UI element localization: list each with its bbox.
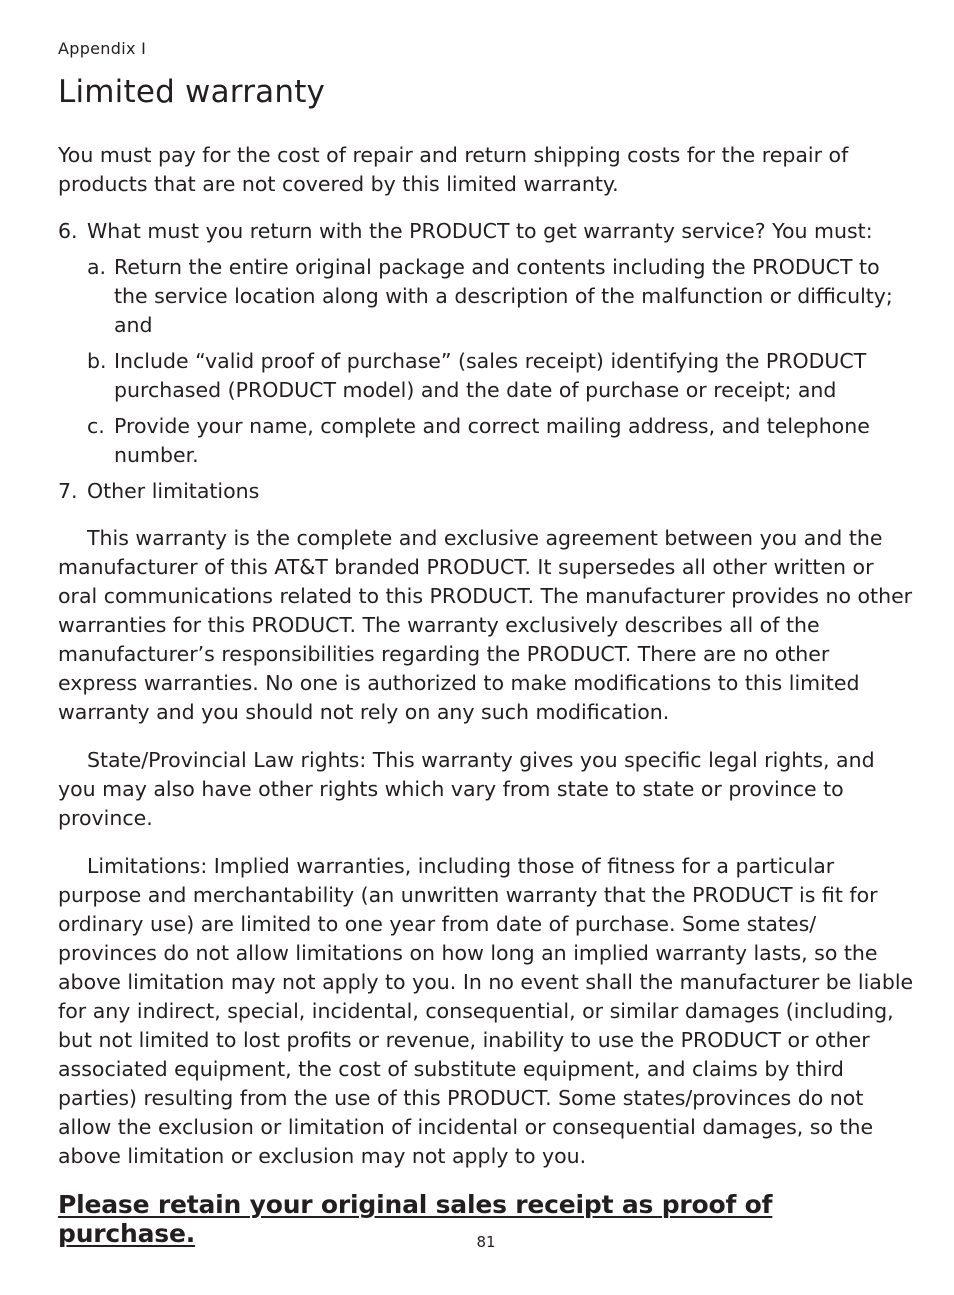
sub-item-text: Provide your name, complete and correct mailing address, and telephone number. xyxy=(114,414,870,467)
sub-item-a xyxy=(87,253,914,340)
sub-item-text: Return the entire original package and contents including the PRODUCT to the service location along with a description of the malfunction or difficulty; and xyxy=(114,255,893,337)
list-item-6 xyxy=(58,217,914,246)
page-title: Limited warranty xyxy=(58,74,326,110)
paragraph-limitations: Limitations: Implied warranties, including those of fitness for a particular purpose and merchantability (an unwritten warranty that the PRODUCT is fit for ordinary use) are limited to one year from date of purchase. Some states/ provinces do not allow limitations on how long an implied warranty lasts, so the above limitation may not apply to you. In no event shall the manufacturer be liable for any indirect, special, incidental, consequential, or similar damages (including, but not limited to lost profits or revenue, inability to use the PRODUCT or other associated equipment, the cost of substitute equipment, and claims by third parties) resulting from the use of this PRODUCT. Some states/provinces do not allow the exclusion or limitation of incidental or consequential damages, so the above limitation or exclusion may not apply to you. xyxy=(58,854,914,1168)
list-item-text: Other limitations xyxy=(87,479,260,503)
sub-item-text: Include “valid proof of purchase” (sales receipt) identifying the PRODUCT purchased (PRODUCT model) and the date of purchase or receipt; and xyxy=(114,349,867,402)
sub-item-b xyxy=(87,347,914,405)
paragraph-exclusive-agreement: This warranty is the complete and exclusive agreement between you and the manufacturer of this AT&T branded PRODUCT. It supersedes all other written or oral communications related to this PRODUCT. The manufacturer provides no other warranties for this PRODUCT. The warranty exclusively describes all of the manufacturer’s responsibilities regarding the PRODUCT. There are no other express warranties. No one is authorized to make modifications to this limited warranty and you should not rely on any such modification. xyxy=(58,526,913,724)
section-label: Appendix I xyxy=(58,39,147,58)
sub-item-marker: b. xyxy=(87,349,107,373)
sub-item-c xyxy=(87,412,914,470)
sub-list xyxy=(58,253,914,470)
body-text xyxy=(58,141,914,1190)
sub-item-marker: a. xyxy=(87,255,107,279)
list-marker: 6. xyxy=(58,219,78,243)
intro-paragraph: You must pay for the cost of repair and return shipping costs for the repair of products that are not covered by this limited warranty. xyxy=(58,143,849,196)
list-item-text: What must you return with the PRODUCT to get warranty service? You must: xyxy=(87,219,873,243)
sub-item-marker: c. xyxy=(87,414,105,438)
list-item-7 xyxy=(58,477,914,506)
paragraph-law-rights: State/Provincial Law rights: This warranty gives you specific legal rights, and you may also have other rights which vary from state to state or province to province. xyxy=(58,748,875,830)
page-number: 81 xyxy=(476,1233,496,1251)
closing-statement: Please retain your original sales receipt as proof of purchase. xyxy=(58,1190,773,1248)
list-marker: 7. xyxy=(58,479,78,503)
